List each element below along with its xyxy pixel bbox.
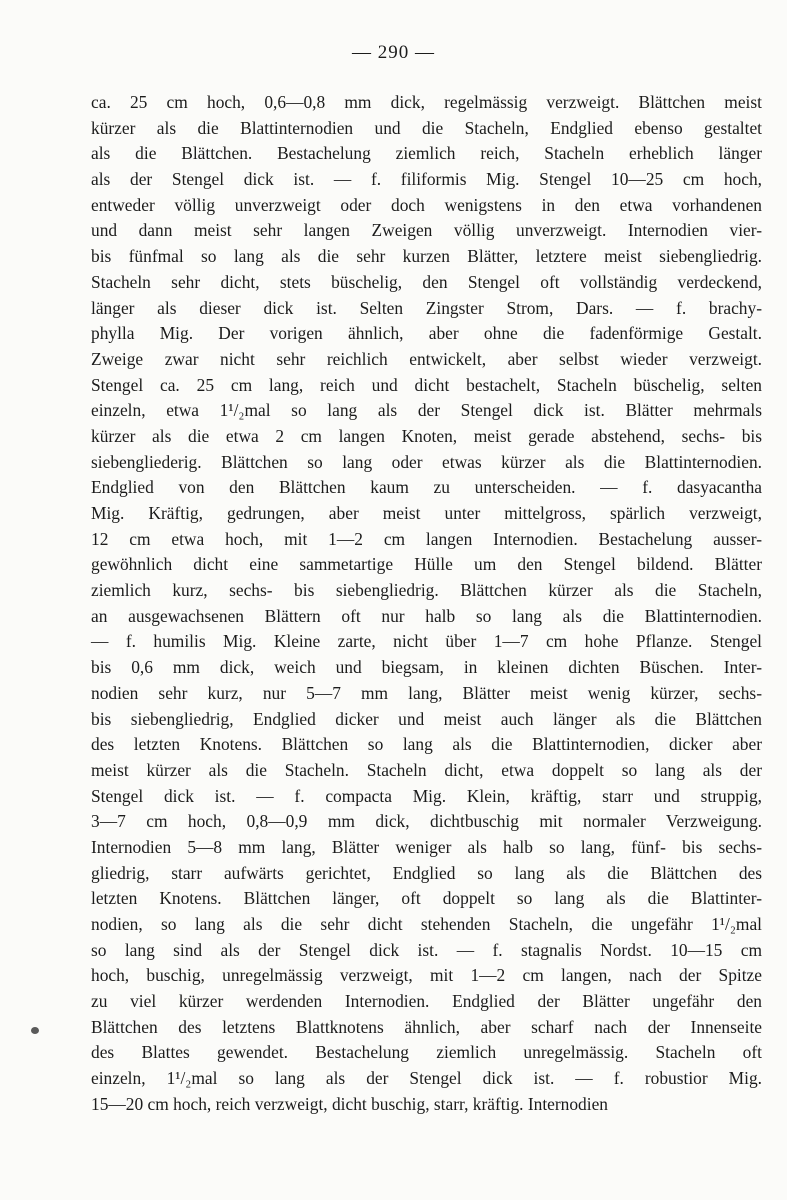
text-line: nodien, so lang als die sehr dicht stehenden Stacheln, die ungefähr 1¹/₂mal [91, 914, 762, 934]
text-line: länger als dieser dick ist. Selten Zingster Strom, Dars. — f. brachy- [91, 297, 762, 318]
text-line: an ausgewachsenen Blättern oft nur halb so lang als die Blattinternodien. [91, 605, 762, 626]
text-line: Stacheln sehr dicht, stets büschelig, den Stengel oft vollständig verdeckend, [91, 271, 762, 292]
text-line: und dann meist sehr langen Zweigen völlig unverzweigt. Internodien vier- [91, 220, 762, 241]
text-line: meist kürzer als die Stacheln. Stacheln dicht, etwa doppelt so lang als der [91, 759, 762, 780]
text-line: zu viel kürzer werdenden Internodien. Endglied der Blätter ungefähr den [91, 991, 762, 1012]
text-line: 12 cm etwa hoch, mit 1—2 cm langen Internodien. Bestachelung ausser- [91, 528, 762, 549]
text-line: bis siebengliedrig, Endglied dicker und meist auch länger als die Blättchen [91, 708, 762, 729]
text-line: Internodien 5—8 mm lang, Blätter weniger als halb so lang, fünf- bis sechs- [91, 836, 762, 857]
text-line: einzeln, etwa 1¹/₂mal so lang als der Stengel dick ist. Blätter mehrmals [91, 400, 762, 421]
text-line: Zweige zwar nicht sehr reichlich entwickelt, aber selbst wieder verzweigt. [91, 348, 762, 369]
text-line: bis fünfmal so lang als die sehr kurzen Blätter, letztere meist siebengliedrig. [91, 246, 762, 267]
text-line: des Blattes gewendet. Bestachelung ziemlich unregelmässig. Stacheln oft [91, 1042, 762, 1063]
text-line: als der Stengel dick ist. — f. filiformis Mig. Stengel 10—25 cm hoch, [91, 169, 762, 190]
text-line: einzeln, 1¹/₂mal so lang als der Stengel dick ist. — f. robustior Mig. [91, 1068, 762, 1089]
text-line: bis 0,6 mm dick, weich und biegsam, in kleinen dichten Büschen. Inter- [91, 657, 762, 678]
text-line: gliedrig, starr aufwärts gerichtet, Endglied so lang als die Blättchen des [91, 862, 762, 883]
text-line: des letzten Knotens. Blättchen so lang als die Blattinternodien, dicker aber [91, 734, 762, 755]
ink-spot [31, 1027, 39, 1034]
text-line: Mig. Kräftig, gedrungen, aber meist unter mittelgross, spärlich verzweigt, [91, 503, 762, 523]
text-line: siebengliederig. Blättchen so lang oder etwas kürzer als die Blattinternodien. [91, 451, 762, 472]
text-line: hoch, buschig, unregelmässig verzweigt, mit 1—2 cm langen, nach der Spitze [91, 965, 762, 986]
text-line: entweder völlig unverzweigt oder doch wenigstens in den etwa vorhandenen [91, 194, 762, 215]
text-line: nodien sehr kurz, nur 5—7 mm lang, Blätter meist wenig kürzer, sechs- [91, 682, 762, 703]
text-line: so lang sind als der Stengel dick ist. — f. stagnalis Nordst. 10—15 cm [91, 939, 762, 960]
text-line: phylla Mig. Der vorigen ähnlich, aber ohne die fadenförmige Gestalt. [91, 323, 762, 344]
text-line: ca. 25 cm hoch, 0,6—0,8 mm dick, regelmässig verzweigt. Blättchen meist [91, 92, 762, 112]
body-text [91, 90, 762, 1118]
text-line: als die Blättchen. Bestachelung ziemlich reich, Stacheln erheblich länger [91, 143, 762, 164]
text-line: ziemlich kurz, sechs- bis siebengliedrig. Blättchen kürzer als die Stacheln, [91, 580, 762, 601]
text-line: Blättchen des letztens Blattknotens ähnlich, aber scharf nach der Innenseite [91, 1016, 762, 1037]
text-line: — f. humilis Mig. Kleine zarte, nicht über 1—7 cm hohe Pflanze. Stengel [91, 631, 762, 652]
text-line: 3—7 cm hoch, 0,8—0,9 mm dick, dichtbuschig mit normaler Verzweigung. [91, 811, 762, 832]
text-line: Endglied von den Blättchen kaum zu unterscheiden. — f. dasyacantha [91, 477, 762, 498]
text-line: Stengel dick ist. — f. compacta Mig. Klein, kräftig, starr und struppig, [91, 785, 762, 806]
text-line: kürzer als die Blattinternodien und die Stacheln, Endglied ebenso gestaltet [91, 117, 762, 138]
text-line: 15—20 cm hoch, reich verzweigt, dicht buschig, starr, kräftig. Internodien [91, 1093, 608, 1114]
text-line: gewöhnlich dicht eine sammetartige Hülle um den Stengel bildend. Blätter [91, 554, 762, 575]
text-line: kürzer als die etwa 2 cm langen Knoten, meist gerade abstehend, sechs- bis [91, 425, 762, 446]
text-line: letzten Knotens. Blättchen länger, oft doppelt so lang als die Blattinter- [91, 888, 762, 909]
text-line: Stengel ca. 25 cm lang, reich und dicht bestachelt, Stacheln büschelig, selten [91, 374, 762, 395]
page-number: — 290 — [352, 42, 435, 63]
